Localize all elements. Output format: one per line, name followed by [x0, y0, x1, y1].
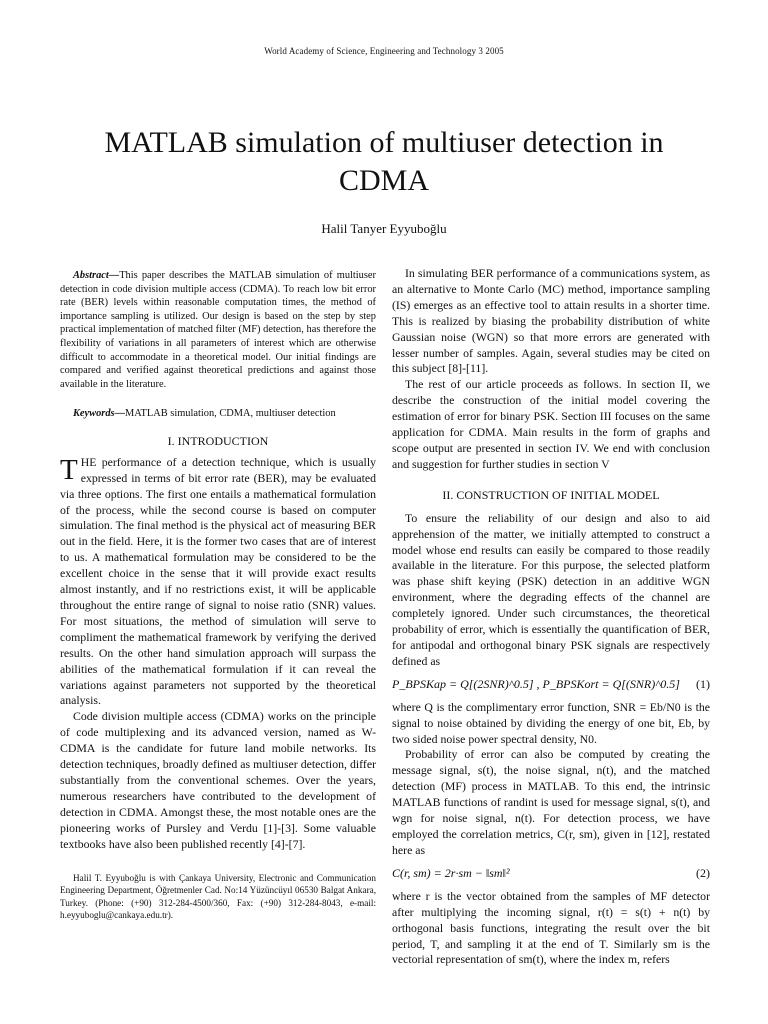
right-column — [392, 266, 710, 968]
left-column — [60, 262, 376, 922]
intro-paragraph-1-text: performance of a detection technique, which is usually expressed in terms of bit error rate (BER), may be evaluated via three options. The first one entails a mathematical formulation of the process, while the second course is based on computer simulation. The final method is the physical act of measuring BER out in the field. Here, it is the former two cases that are of interest to us. A mathematical formulation may be considered to be the excellent choice in the sense that it will provide exact results almost instantly, and if no restrictions exist, it will be applicable throughout the entire range of signal to noise ratio (SNR) values. For most situations, the method of simulation will serve to compliment the mathematical framework by verifying the derived results. On the other hand simulation approach will surpass the abilities of the mathematical formulation if it can reveal the variations against parameters not supported by the theoretical analysis. — [60, 454, 376, 708]
abstract-dash: — — [108, 270, 120, 281]
keywords-text: MATLAB simulation, CDMA, multiuser detection — [124, 408, 336, 420]
right-paragraph-5: Probability of error can also be computed by creating the message signal, s(t), the noise signal, n(t), and the matched detection (MF) process in MATLAB. To this end, the intrinsic MATLAB functions of randint is used for message signal, s(t), and wgn for noise signal, n(t). For detection process, we have employed the correlation metrics, C(r, sm), given in [12], restated here as — [392, 747, 710, 857]
small-caps-word: HE — [80, 454, 97, 469]
drop-cap: T — [60, 453, 78, 486]
right-paragraph-4: where Q is the complimentary error function, SNR = Eb/N0 is the signal to noise obtained by dividing the energy of one bit, Eb, by two sided noise power spectral density, N0. — [392, 699, 710, 746]
section-1-heading: I. INTRODUCTION — [167, 433, 269, 448]
paper-title: MATLAB simulation of multiuser detection in CDMA — [104, 126, 664, 197]
intro-paragraph-2: Code division multiple access (CDMA) works on the principle of code multiplexing and its advanced version, named as W-CDMA is the candidate for future land mobile networks. Its detection techniques, broadly defined as multiuser detection, differ substantially from the conventional schemes. Over the years, numerous researchers have contributed to the development of detection in CDMA. Amongst these, the most notable ones are the pioneering works of Pursley and Verdu [1]-[3]. Some valuable textbooks have also been published recently [4]-[7]. — [60, 709, 376, 851]
keywords-label: Keywords — [73, 408, 115, 420]
right-paragraph-6: where r is the vector obtained from the samples of MF detector after multiplying the incoming signal, r(t) = s(t) + n(t) by orthogonal basis functions, integrating the result over the bit period, T, and sampling it at the end of T. Similarly sm is the vectorial representation of sm(t), where the index m, refers — [392, 888, 710, 967]
journal-header: World Academy of Science, Engineering and Technology 3 2005 — [264, 46, 504, 56]
right-paragraph-1: In simulating BER performance of a communications system, as an alternative to Monte Carlo (MC) method, importance sampling (IS) emerges as an effective tool to attain results in a shorter time. This is realized by biasing the probability distribution of white Gaussian noise (WGN) so that more errors are generated with lesser number of samples. Again, several studies may be cited on this subject [8]-[11]. — [392, 266, 710, 376]
right-paragraph-3: To ensure the reliability of our design and also to aid apprehension of the matter, we initially attempted to construct a model whose end results can easily be compared to those readily available in the literature. For this purpose, the selected platform was phase shift keying (PSK) detection in an additive WGN environment, where the degrading effects of the channel are completely ignored. Under such circumstances, the theoretical probability of error, which is essentially the quantification of BER, for antipodal and orthogonal binary PSK signals are respectively defined as — [392, 510, 710, 668]
author-name: Halil Tanyer Eyyuboğlu — [321, 221, 447, 236]
author-footnote: Halil T. Eyyuboğlu is with Çankaya University, Electronic and Communication Engineering Department, Öğretmenler Cad. No:14 Yüzüncüyıl 06530 Balgat Ankara, Turkey. (Phone: (+90) 312-284-4500/360, Fax: (+90) 312-284-8043, e-mail: h.eyyuboglu@cankaya.edu.tr). — [60, 872, 376, 921]
keywords-dash: — — [114, 408, 125, 420]
intro-paragraph-1 — [60, 455, 376, 710]
right-paragraph-2: The rest of our article proceeds as follows. In section II, we describe the construction of the initial model covering the estimation of error for binary PSK. Section III focuses on the same application for CDMA. Main results in the form of graphs and scope output are presented in section IV. We end with conclusion and suggestion for further studies in section V — [392, 377, 710, 471]
equation-1 — [392, 672, 710, 698]
abstract-text: This paper describes the MATLAB simulation of multiuser detection in code division multiple access (CDMA). To reach low bit error rate (BER) levels within reasonable computation times, the method of importance sampling is utilized. Our design is based on the step by step practical implementation of matched filter (MF) detection, has therefore the flexibility of variations in all parameters of interest which are otherwise difficult to accommodate in a theoretical model. Our initial findings are compared and verified against theoretical predictions and against those available in the literature. — [60, 270, 376, 390]
section-2-heading: II. CONSTRUCTION OF INITIAL MODEL — [442, 487, 660, 502]
equation-1-body: P_BPSKap = Q[(2SNR)^0.5] , P_BPSKort = Q[(SNR)^0.5] — [392, 676, 680, 691]
equation-1-number: (1) — [696, 676, 710, 691]
abstract — [60, 269, 376, 391]
keywords — [60, 407, 376, 421]
equation-2-body: C(r, sm) = 2r·sm − ‖sm‖² — [392, 865, 510, 880]
equation-2-number: (2) — [696, 865, 710, 880]
abstract-label: Abstract — [73, 270, 109, 281]
equation-2 — [392, 861, 710, 887]
